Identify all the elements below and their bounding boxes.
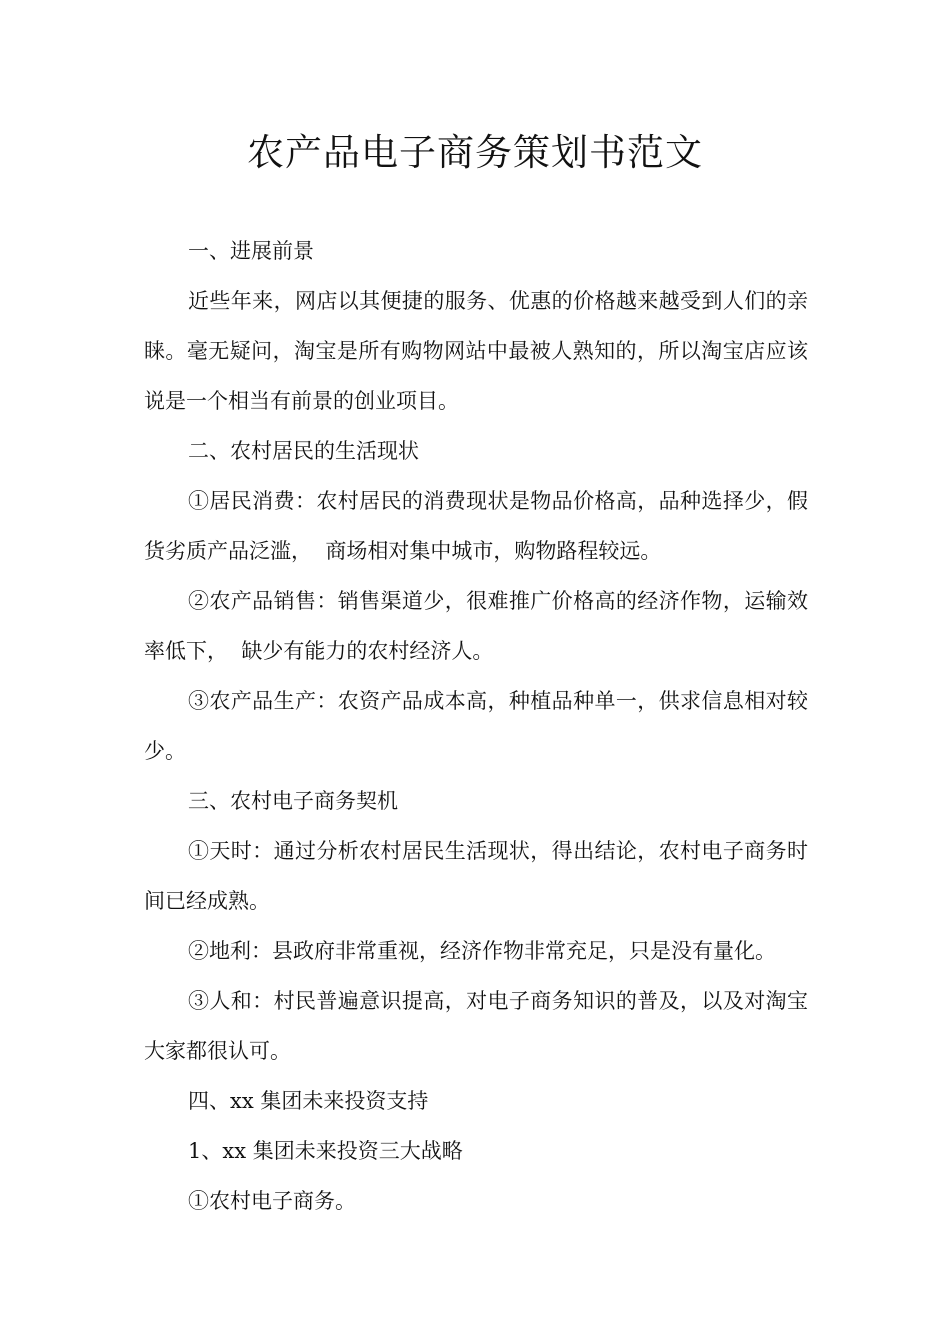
paragraph-location: ②地利：县政府非常重视，经济作物非常充足，只是没有量化。 (188, 939, 776, 963)
document-body (144, 226, 808, 1226)
list-item-rural-ecommerce: ①农村电子商务。 (188, 1189, 356, 1213)
subsection-heading-strategies: 1、xx 集团未来投资三大战略 (188, 1139, 463, 1163)
paragraph-people: ③人和：村民普遍意识提高，对电子商务知识的普及，以及对淘宝大家都很认可。 (144, 989, 808, 1063)
paragraph-production: ③农产品生产：农资产品成本高，种植品种单一，供求信息相对较少。 (144, 689, 808, 763)
section-heading-investment: 四、xx 集团未来投资支持 (188, 1089, 429, 1113)
section-heading-rural-status: 二、农村居民的生活现状 (188, 439, 419, 463)
paragraph-timing: ①天时：通过分析农村居民生活现状，得出结论，农村电子商务时间已经成熟。 (144, 839, 808, 913)
paragraph-sales: ②农产品销售：销售渠道少，很难推广价格高的经济作物，运输效率低下， 缺少有能力的农村经济人。 (144, 589, 808, 663)
document-title: 农产品电子商务策划书范文 (247, 131, 703, 174)
section-heading-opportunity: 三、农村电子商务契机 (188, 789, 398, 813)
section-heading-background: 一、进展前景 (188, 239, 314, 263)
paragraph-background-text: 近些年来，网店以其便捷的服务、优惠的价格越来越受到人们的亲睐。毫无疑问，淘宝是所有购物网站中最被人熟知的，所以淘宝店应该说是一个相当有前景的创业项目。 (144, 289, 808, 413)
paragraph-consumption: ①居民消费：农村居民的消费现状是物品价格高，品种选择少，假货劣质产品泛滥， 商场相对集中城市，购物路程较远。 (144, 489, 808, 563)
